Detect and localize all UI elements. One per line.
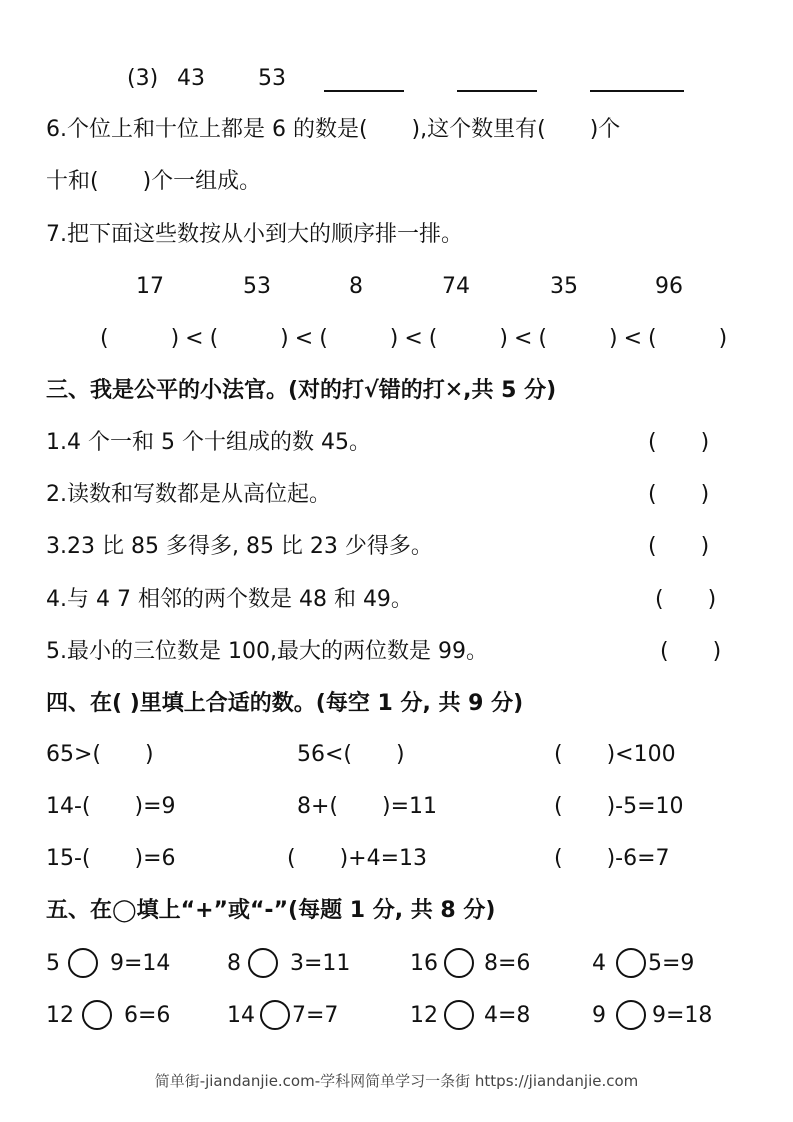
fill-expression[interactable]: ( )<100 <box>554 742 676 767</box>
operator-circle[interactable] <box>616 948 646 978</box>
section3-item: 4.与 4 7 相邻的两个数是 48 和 49。 <box>46 587 413 612</box>
fill-expression[interactable]: 14-( )=9 <box>46 794 176 819</box>
q5-item3-num1: 43 <box>177 66 205 91</box>
q7-order-line[interactable]: ( )<( )<( )<( )<( )<( ) <box>100 326 734 351</box>
op-right-expr: 5=9 <box>648 951 695 976</box>
op-right-expr: 4=8 <box>484 1003 531 1028</box>
fill-expression[interactable]: ( )-6=7 <box>554 846 670 871</box>
op-right-expr: 8=6 <box>484 951 531 976</box>
q6-line2: 十和( )个一组成。 <box>46 169 262 194</box>
judge-paren[interactable]: ( ) <box>648 482 710 507</box>
fill-expression[interactable]: ( )-5=10 <box>554 794 684 819</box>
q7-number: 53 <box>243 274 271 299</box>
footer-watermark: 简单街-jiandanjie.com-学科网简单学习一条街 https://jiandanjie.com <box>154 1072 639 1090</box>
q7-instruction: 7.把下面这些数按从小到大的顺序排一排。 <box>46 222 463 247</box>
judge-paren[interactable]: ( ) <box>648 534 710 559</box>
q7-number: 35 <box>550 274 578 299</box>
op-right-expr: 7=7 <box>292 1003 339 1028</box>
q7-number: 96 <box>655 274 683 299</box>
section3-item: 3.23 比 85 多得多, 85 比 23 少得多。 <box>46 534 433 559</box>
q5-item3-label: (3) <box>127 66 159 91</box>
op-left-number: 16 <box>410 951 438 976</box>
fill-expression[interactable]: ( )+4=13 <box>287 846 428 871</box>
answer-blank[interactable] <box>457 90 537 92</box>
op-right-expr: 6=6 <box>124 1003 171 1028</box>
q7-number: 8 <box>349 274 363 299</box>
op-left-number: 12 <box>46 1003 74 1028</box>
q6-line1: 6.个位上和十位上都是 6 的数是( ),这个数里有( )个 <box>46 117 621 142</box>
operator-circle[interactable] <box>82 1000 112 1030</box>
op-left-number: 8 <box>227 951 241 976</box>
operator-circle[interactable] <box>68 948 98 978</box>
op-right-expr: 9=18 <box>652 1003 713 1028</box>
operator-circle[interactable] <box>616 1000 646 1030</box>
q7-number: 74 <box>442 274 470 299</box>
judge-paren[interactable]: ( ) <box>655 587 717 612</box>
operator-circle[interactable] <box>260 1000 290 1030</box>
section4-title: 四、在( )里填上合适的数。(每空 1 分, 共 9 分) <box>46 691 524 716</box>
operator-circle[interactable] <box>248 948 278 978</box>
fill-expression[interactable]: 56<( ) <box>297 742 405 767</box>
section3-item: 1.4 个一和 5 个十组成的数 45。 <box>46 430 371 455</box>
q7-number: 17 <box>136 274 164 299</box>
judge-paren[interactable]: ( ) <box>660 639 722 664</box>
answer-blank[interactable] <box>324 90 404 92</box>
section3-item: 2.读数和写数都是从高位起。 <box>46 482 331 507</box>
fill-expression[interactable]: 8+( )=11 <box>297 794 438 819</box>
section5-title: 五、在◯填上“+”或“-”(每题 1 分, 共 8 分) <box>46 898 496 923</box>
op-left-number: 12 <box>410 1003 438 1028</box>
fill-expression[interactable]: 15-( )=6 <box>46 846 176 871</box>
section3-title: 三、我是公平的小法官。(对的打√错的打✕,共 5 分) <box>46 378 557 403</box>
operator-circle[interactable] <box>444 948 474 978</box>
op-left-number: 5 <box>46 951 60 976</box>
op-right-expr: 3=11 <box>290 951 351 976</box>
op-left-number: 14 <box>227 1003 255 1028</box>
op-left-number: 9 <box>592 1003 606 1028</box>
op-left-number: 4 <box>592 951 606 976</box>
section3-item: 5.最小的三位数是 100,最大的两位数是 99。 <box>46 639 488 664</box>
answer-blank[interactable] <box>590 90 684 92</box>
op-right-expr: 9=14 <box>110 951 171 976</box>
fill-expression[interactable]: 65>( ) <box>46 742 154 767</box>
judge-paren[interactable]: ( ) <box>648 430 710 455</box>
q5-item3-num2: 53 <box>258 66 286 91</box>
operator-circle[interactable] <box>444 1000 474 1030</box>
